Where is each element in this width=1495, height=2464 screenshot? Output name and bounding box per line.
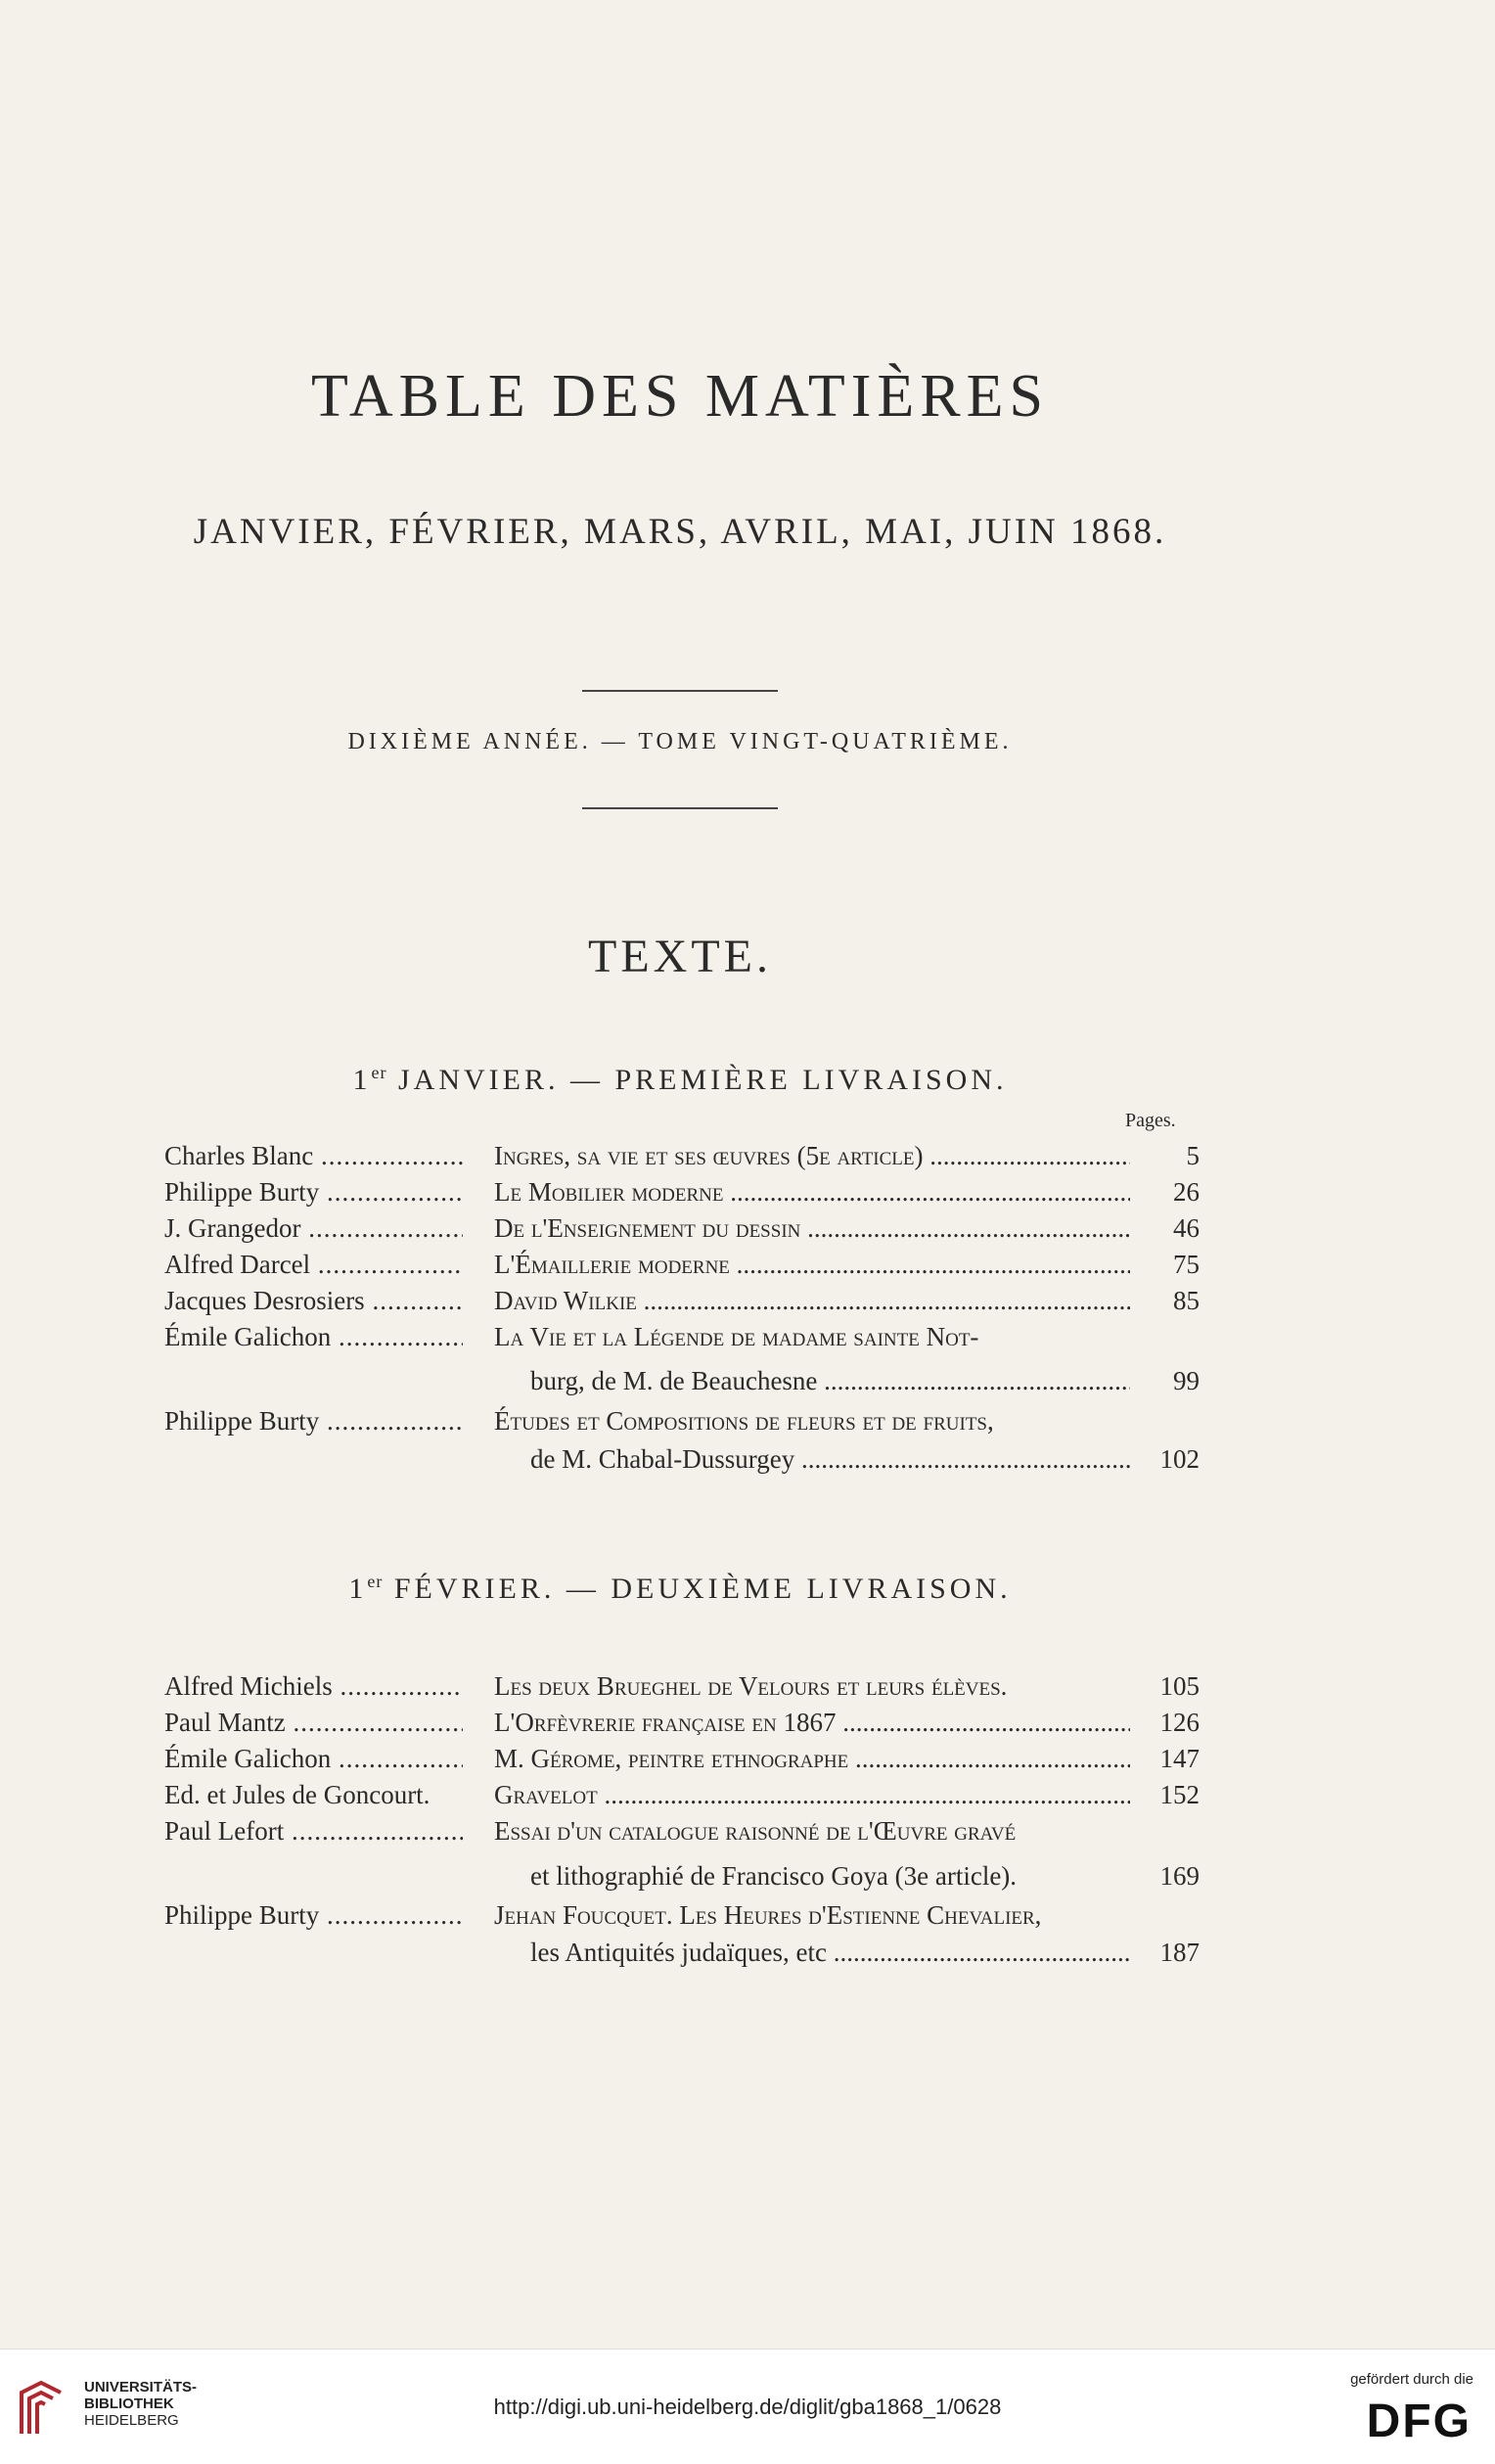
entry-page: 75 <box>1173 1250 1200 1279</box>
entry-page: 147 <box>1159 1744 1200 1773</box>
dfg-logo: DFG <box>1366 2396 1472 2447</box>
entry-title: Ingres, sa vie et ses œuvres (5e article) ..... <box>494 1141 1130 1171</box>
section-title-texte: TEXTE. <box>588 931 772 982</box>
entry-title-continuation: les Antiquités judaïques, etc ..... <box>530 1938 1130 1968</box>
entry-author: Philippe Burty ..... <box>164 1900 463 1931</box>
viewer-footer <box>0 2349 1495 2464</box>
entry-page: 46 <box>1173 1213 1200 1243</box>
section-heading-fevrier: 1er FÉVRIER. — DEUXIÈME LIVRAISON. <box>348 1572 1012 1605</box>
entry-author: Émile Galichon ..... <box>164 1322 463 1352</box>
entry-title: De l'Enseignement du dessin ..... <box>494 1213 1130 1244</box>
entry-author: Alfred Darcel ..... <box>164 1250 463 1280</box>
entry-title: Jehan Foucquet. Les Heures d'Estienne Chevalier, <box>494 1900 1042 1930</box>
entry-author: J. Grangedor ..... <box>164 1213 463 1244</box>
entry-author: Paul Lefort ..... <box>164 1816 463 1847</box>
entry-page: 169 <box>1159 1861 1200 1891</box>
entry-author: Charles Blanc ..... <box>164 1141 463 1171</box>
entry-author: Émile Galichon ..... <box>164 1744 463 1774</box>
entry-page: 99 <box>1173 1366 1200 1395</box>
entry-page: 126 <box>1159 1708 1200 1737</box>
entry-page: 26 <box>1173 1177 1200 1207</box>
entry-author: Alfred Michiels ..... <box>164 1671 463 1702</box>
page-title: TABLE DES MATIÈRES <box>310 363 1050 430</box>
entry-author: Philippe Burty ..... <box>164 1177 463 1208</box>
entry-author: Philippe Burty ..... <box>164 1406 463 1437</box>
entry-title: Le Mobilier moderne ..... <box>494 1177 1130 1208</box>
entry-title: Études et Compositions de fleurs et de fruits, <box>494 1406 994 1436</box>
entry-title: L'Émaillerie moderne ..... <box>494 1250 1130 1280</box>
entry-title: David Wilkie ..... <box>494 1286 1130 1316</box>
entry-page: 187 <box>1159 1938 1200 1967</box>
entry-title: Essai d'un catalogue raisonné de l'Œuvre gravé <box>494 1816 1017 1846</box>
page-subtitle: JANVIER, FÉVRIER, MARS, AVRIL, MAI, JUIN 1868. <box>193 512 1167 552</box>
entry-page: 5 <box>1186 1141 1200 1170</box>
pages-column-label: Pages. <box>1125 1110 1176 1131</box>
entry-author: Jacques Desrosiers ..... <box>164 1286 463 1316</box>
entry-title-continuation: burg, de M. de Beauchesne ..... <box>530 1366 1130 1396</box>
entry-page: 102 <box>1159 1444 1200 1474</box>
entry-title-continuation: et lithographié de Francisco Goya (3e article). <box>530 1861 1018 1891</box>
section-heading-janvier: 1er JANVIER. — PREMIÈRE LIVRAISON. <box>352 1063 1008 1096</box>
entry-title: L'Orfèvrerie française en 1867 ..... <box>494 1708 1130 1738</box>
volume-line: DIXIÈME ANNÉE. — TOME VINGT-QUATRIÈME. <box>347 729 1013 754</box>
entry-page: 105 <box>1159 1671 1200 1701</box>
divider-rule <box>582 807 778 809</box>
entry-author: Ed. et Jules de Goncourt. <box>164 1780 430 1809</box>
entry-title: Gravelot ..... <box>494 1780 1130 1810</box>
entry-title: M. Gérome, peintre ethnographe ..... <box>494 1744 1130 1774</box>
permalink-url[interactable]: http://digi.ub.uni-heidelberg.de/diglit/gba1868_1/0628 <box>493 2395 1002 2419</box>
entry-author: Paul Mantz ..... <box>164 1708 463 1738</box>
entry-page: 85 <box>1173 1286 1200 1315</box>
entry-page: 152 <box>1159 1780 1200 1809</box>
funding-caption: gefördert durch die <box>1350 2371 1473 2388</box>
entry-title: La Vie et la Légende de madame sainte Not- <box>494 1322 979 1351</box>
entry-title-continuation: de M. Chabal-Dussurgey ..... <box>530 1444 1130 1475</box>
divider-rule <box>582 690 778 692</box>
library-name: UNIVERSITÄTS- BIBLIOTHEK HEIDELBERG <box>84 2379 198 2429</box>
entry-title: Les deux Brueghel de Velours et leurs élèves. <box>494 1671 1008 1701</box>
